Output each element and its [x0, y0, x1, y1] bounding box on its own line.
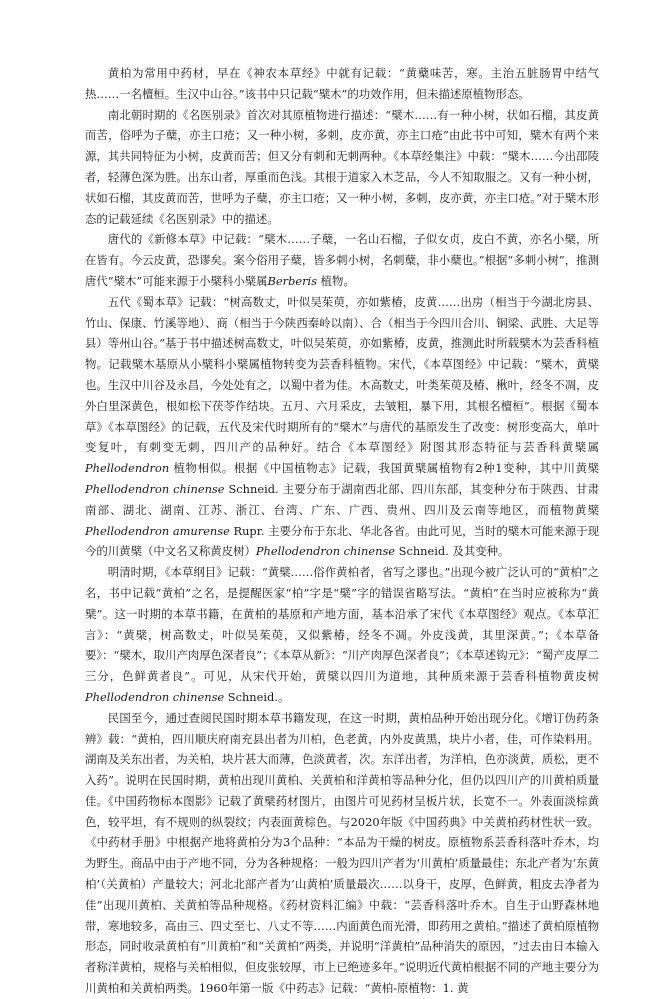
latin-name: Phellodendron chinense — [85, 481, 225, 496]
paragraph — [85, 708, 599, 999]
paragraph-text: Schneid. 主要分布于湖南西北部、四川东部，其变种分布于陕西、甘肃南部、湖北、湖南、江苏、浙江、台湾、广东、广西、贵州、四川及云南等地区，而植物黄檗 — [85, 481, 599, 517]
paragraph-text: Rupr. 主要分布于东北、华北各省。由此可见，当时的檗木可能来源于现今的川黄檗（中文名又称黄皮树） — [85, 523, 600, 559]
paragraph-text: 植物。 — [317, 273, 355, 288]
latin-name: Phellodendron — [85, 461, 170, 476]
paragraph — [85, 105, 599, 230]
document-page — [85, 63, 599, 999]
latin-name: Phellodendron chinense — [85, 689, 225, 704]
latin-name: Phellodendron chinense — [255, 544, 396, 559]
paragraph-text: 植物相似。根据《中国植物志》记载，我国黄檗属植物有2种1变种，其中川黄檗 — [169, 461, 599, 476]
paragraph-text: 民国至今，通过查阅民国时期本草书籍发现，在这一时期，黄柏品种开始出现分化。《增订伪药条辨》载：“黄柏，四川顺庆府南充县出者为川柏，色老黄，内外皮黄黑，块片小者，佳，可作染料用。湖南及关东出者，为关柏，块片甚大而薄，色淡黄者，次。东洋出者，为洋柏，色亦淡黄，质松，更不入药”。说明在民国时期，黄柏出现川黄柏、关黄柏和洋黄柏等品种分化，但仍以四川产的川黄柏质量佳。《中国药物标本图影》记载了黄檗药材图片，由图片可见药材呈板片状，长宽不一。外表面淡棕黄色，较平坦，有不规则的纵裂纹；内表面黄棕色。与2020年版《中国药典》中关黄柏药材性状一致。《中药材手册》中根据产地将黄柏分为3个品种：“本品为干燥的树皮。原植物系芸香科落叶乔木，均为野生。商品中由于产地不同，分为各种规格：一般为四川产者为‘川黄柏’质量最佳；东北产者为‘东黄柏’（关黄柏）产量较大；河北北部产者为‘山黄柏’质量最次……以身干，皮厚，色鲜黄，粗皮去净者为佳”出现川黄柏、关黄柏等品种规格。《药材资料汇编》中载：“芸香科落叶乔木。自生于山野森林地带，寒地较多，高由三、四丈至七、八丈不等……内面黄色而光滑，即药用之黄柏。”描述了黄柏原植物形态，同时收录黄柏有“川黄柏”和“关黄柏”两类，并说明“洋黄柏”品种消失的原因，“过去由日本输入者称洋黄柏，规格与关柏相似，但皮张较厚，市上已绝迹多年。”说明近代黄柏根据不同的产地主要分为川黄柏和关黄柏两类。1960年第一版《中药志》记载：“黄柏-原植物：1. 黄 — [85, 710, 599, 996]
paragraph-text: 明清时期，《本草纲目》记载：“黄檗……俗作黄柏者，省写之谬也。”出现今被广泛认可的“黄柏”之名，书中记载“黄柏”之名，是提醒医家“柏”字是“檗”字的错误省略写法。“黄柏”在当时应被称为“黄檗”。这一时期的本草书籍，在黄柏的基原和产地方面，基本沿承了宋代《本草图经》观点。《本草汇言》：“黄檗，树高数丈，叶似吴茱萸，又似紫椿，经冬不凋。外皮浅黄，其里深黄。”；《本草备要》：“檗木，取川产肉厚色深者良”；《本草从新》：“川产肉厚色深者良”；《本草述钩元》：“蜀产皮厚二三分，色鲜黄者良”。可见，从宋代开始，黄檗以四川为道地，其种质来源于芸香科植物黄皮树 — [85, 565, 599, 684]
paragraph — [85, 229, 599, 291]
paragraph-text: 南北朝时期的《名医别录》首次对其原植物进行描述：“檗木……有一种小树，状如石榴，其皮黄而苦，俗呼为子蘖，亦主口疮；又一种小树，多刺，皮亦黄，亦主口疮”由此书中可知，檗木有两个来源，其共同特征为小树，皮黄而苦；但又分有刺和无刺两种。《本草经集注》中载：“檗木……今出邵陵者，轻薄色深为胜。出东山者，厚重而色浅。其根于道家入木芝品，今人不知取服之。又有一种小树，状如石榴，其皮黄而苦，世呼为子蘖，亦主口疮；又一种小树，多刺，皮亦黄，亦主口疮。”对于檗木形态的记载延续《名医别录》中的描述。 — [85, 107, 599, 226]
paragraph — [85, 292, 599, 562]
paragraph-text: 唐代的《新修本草》中记载：“檗木……子蘖，一名山石榴，子似女贞，皮白不黄，亦名小檗，所在皆有。今云皮黄，恐谬矣。案今俗用子蘖，皆多刺小树，名刺蘖，非小蘖也。”根据“多刺小树”，推测唐代“檗木”可能来源于小檗科小檗属 — [85, 232, 599, 288]
paragraph-text: Schneid. 及其变种。 — [395, 544, 510, 559]
paragraph — [85, 63, 599, 105]
paragraph — [85, 562, 599, 708]
latin-name: Berberis — [267, 273, 318, 288]
paragraph-text: 五代《蜀本草》记载：“树高数丈，叶似吴茱萸，亦如紫椿，皮黄……出房（相当于今湖北房县、竹山、保康、竹溪等地）、商（相当于今陕西秦岭以南）、合（相当于今四川合川、铜梁、武胜、大足等县）等州山谷。”基于书中描述树高数丈，叶似吴茱萸，亦如紫椿，皮黄，推测此时所载檗木为芸香科植物。记载檗木基原从小檗科小檗属植物转变为芸香科植物。宋代，《本草图经》中记载：“檗木，黄檗也。生汉中川谷及永昌，今处处有之，以蜀中者为佳。木高数丈，叶类茱萸及椿、楸叶，经冬不凋，皮外白里深黄色，根如松下茯苓作结块。五月、六月采皮，去皱粗，暴下用，其根名檀桓”。根据《蜀本草》《本草图经》的记载，五代及宋代时期所有的“檗木”与唐代的基原发生了改变：树形变高大，单叶变复叶，有刺变无刺，四川产的品种好。结合《本草图经》附图其形态特征与芸香科黄檗属 — [85, 294, 599, 455]
latin-name: Phellodendron amurense — [85, 523, 230, 538]
paragraph-text: 黄柏为常用中药材，早在《神农本草经》中就有记载：“黄蘗味苦，寒。主治五脏肠胃中结气热……一名檀桓。生汉中山谷。”该书中只记载“檗木”的功效作用，但未描述原植物形态。 — [85, 66, 599, 101]
paragraph-text: Schneid.。 — [224, 689, 290, 704]
